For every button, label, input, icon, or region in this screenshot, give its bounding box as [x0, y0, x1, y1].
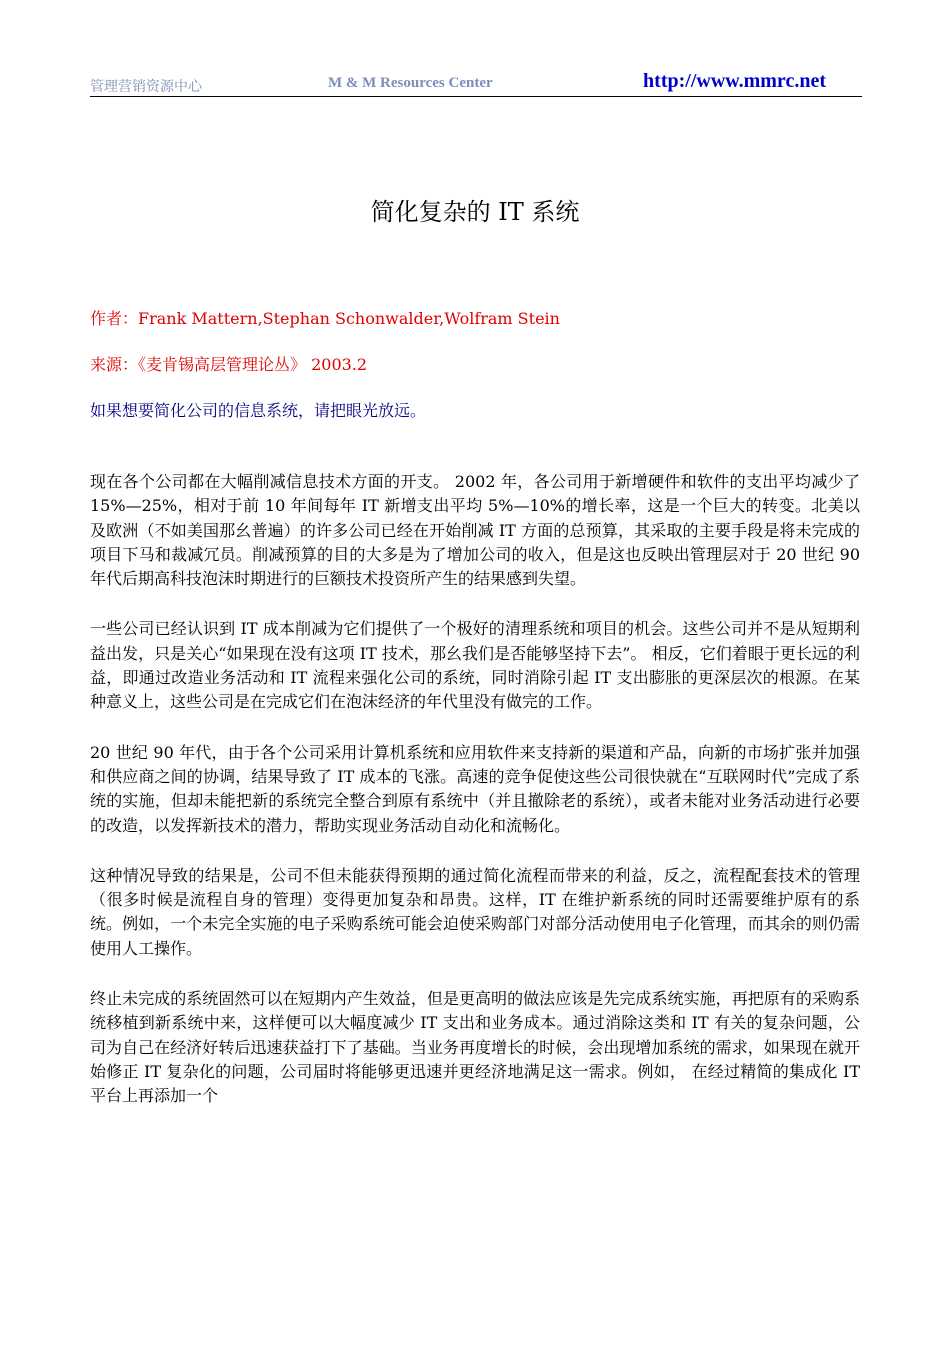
header-org-en: M & M Resources Center: [328, 75, 493, 91]
author-line: 作者：Frank Mattern,Stephan Schonwalder,Wolfram Stein: [90, 309, 560, 328]
paragraph: 终止未完成的系统固然可以在短期内产生效益，但是更高明的做法应该是先完成系统实施，再把原有的采购系统移植到新系统中来，这样便可以大幅度减少 IT 支出和业务成本。通过消除这类和 IT 有关的复杂问题，公司为自己在经济好转后迅速获益打下了基础。当业务再度增长的时候，会出现增加系统的需求，如果现在就开始修正 IT 复杂化的问题，公司届时将能够更迅速并更经济地满足这一需求。例如， 在经过精简的集成化 IT 平台上再添加一个: [90, 989, 860, 1106]
page-header: [90, 66, 862, 97]
source-line: 来源：《麦肯锡高层管理论丛》 2003.2: [90, 355, 368, 374]
article-title: 简化复杂的 IT 系统: [370, 198, 580, 226]
paragraph: 一些公司已经认识到 IT 成本削减为它们提供了一个极好的清理系统和项目的机会。这些公司并不是从短期利益出发，只是关心“如果现在没有这项 IT 技术，那幺我们是否能够坚持下去”。 相反，它们着眼于更长远的利益，即通过改造业务活动和 IT 流程来强化公司的系统，同时消除引起 IT 支出膨胀的更深层次的根源。在某种意义上，这些公司是在完成它们在泡沫经济的年代里没有做完的工作。: [90, 619, 860, 712]
lead-line: 如果想要简化公司的信息系统，请把眼光放远。: [90, 401, 427, 420]
header-url-link[interactable]: http://www.mmrc.net: [643, 70, 826, 92]
paragraph: 现在各个公司都在大幅削减信息技术方面的开支。 2002 年，各公司用于新增硬件和软件的支出平均减少了 15%—25%，相对于前 10 年间每年 IT 新增支出平均 5%—10%的增长率，这是一个巨大的转变。北美以及欧洲（不如美国那幺普遍）的许多公司已经在开始削减 IT 方面的总预算，其采取的主要手段是将未完成的项目下马和裁减冗员。削减预算的目的大多是为了增加公司的收入，但是这也反映出管理层对于 20 世纪 90 年代后期高科技泡沫时期进行的巨额技术投资所产生的结果感到失望。: [90, 472, 860, 589]
header-org-cn: 管理营销资源中心: [90, 79, 202, 95]
paragraph: 20 世纪 90 年代，由于各个公司采用计算机系统和应用软件来支持新的渠道和产品，向新的市场扩张并加强和供应商之间的协调，结果导致了 IT 成本的飞涨。高速的竞争促使这些公司很快就在“互联网时代”完成了系统的实施，但却未能把新的系统完全整合到原有系统中（并且撤除老的系统），或者未能对业务活动进行必要的改造，以发挥新技术的潜力，帮助实现业务活动自动化和流畅化。: [90, 742, 860, 835]
paragraph: 这种情况导致的结果是，公司不但未能获得预期的通过简化流程而带来的利益，反之，流程配套技术的管理（很多时候是流程自身的管理）变得更加复杂和昂贵。这样，IT 在维护新系统的同时还需要维护原有的系统。例如，一个未完全实施的电子采购系统可能会迫使采购部门对部分活动使用电子化管理，而其余的则仍需使用人工操作。: [90, 865, 860, 958]
article-body: [90, 470, 860, 1135]
